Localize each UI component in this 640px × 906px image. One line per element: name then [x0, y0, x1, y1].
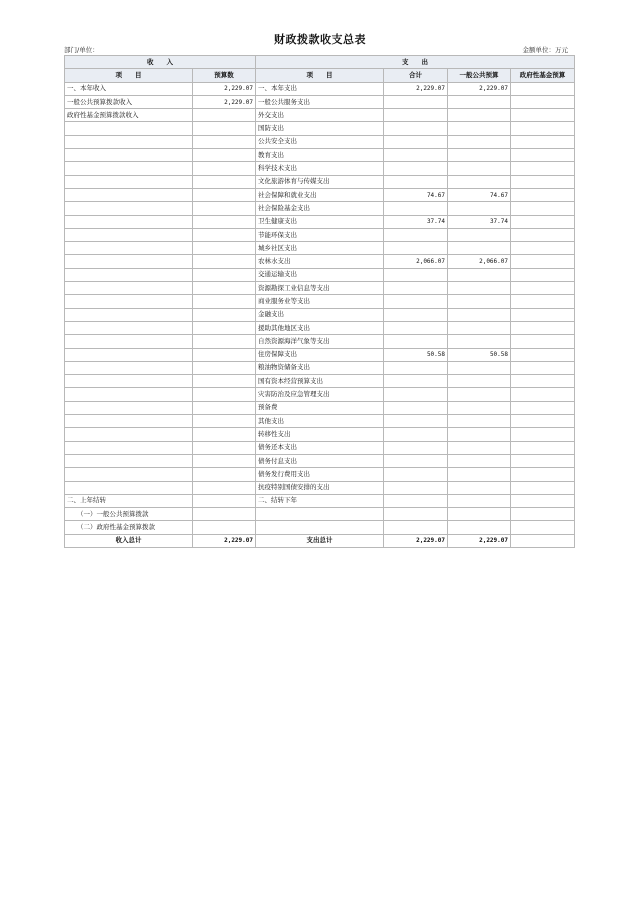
expense-item-cell: 教育支出	[256, 149, 384, 162]
table-row	[65, 468, 575, 481]
fund-budget-cell	[511, 162, 575, 175]
income-total-value: 2,229.07	[193, 534, 256, 547]
general-budget-cell: 50.58	[448, 348, 511, 361]
table-row	[65, 494, 575, 507]
fund-budget-cell	[511, 202, 575, 215]
income-item-cell	[65, 348, 193, 361]
budget-table	[64, 55, 575, 548]
table-row	[65, 308, 575, 321]
fund-budget-cell	[511, 521, 575, 534]
expense-item-cell: 债务付息支出	[256, 454, 384, 467]
income-budget-cell	[193, 428, 256, 441]
table-row	[65, 335, 575, 348]
expense-total-cell	[384, 508, 448, 521]
table-row	[65, 361, 575, 374]
income-item-cell	[65, 388, 193, 401]
expense-item-cell: 债务发行费用支出	[256, 468, 384, 481]
table-row	[65, 454, 575, 467]
general-budget-cell	[448, 481, 511, 494]
income-item-cell: 政府性基金预算拨款收入	[65, 109, 193, 122]
general-budget-cell	[448, 494, 511, 507]
expense-total-cell	[384, 308, 448, 321]
income-item-cell	[65, 135, 193, 148]
table-row	[65, 109, 575, 122]
general-budget-cell	[448, 228, 511, 241]
income-budget-cell	[193, 109, 256, 122]
expense-total-cell	[384, 268, 448, 281]
income-budget-cell	[193, 361, 256, 374]
fund-budget-cell	[511, 95, 575, 108]
expense-total-cell	[384, 335, 448, 348]
expense-total-cell	[384, 468, 448, 481]
fund-budget-cell	[511, 415, 575, 428]
income-item-cell	[65, 175, 193, 188]
income-item-cell	[65, 308, 193, 321]
general-budget-cell: 2,229.07	[448, 82, 511, 95]
totals-row	[65, 534, 575, 547]
general-budget-cell	[448, 282, 511, 295]
income-budget-cell	[193, 441, 256, 454]
table-row	[65, 415, 575, 428]
income-item-cell	[65, 361, 193, 374]
income-budget-cell	[193, 521, 256, 534]
income-item-cell	[65, 295, 193, 308]
general-budget-cell	[448, 95, 511, 108]
table-row	[65, 268, 575, 281]
income-item-cell: 一、本年收入	[65, 82, 193, 95]
income-item-cell	[65, 401, 193, 414]
expense-item-cell: 社会保险基金支出	[256, 202, 384, 215]
table-row	[65, 242, 575, 255]
income-budget-cell	[193, 149, 256, 162]
income-budget-cell: 2,229.07	[193, 95, 256, 108]
fund-budget-header: 政府性基金预算	[511, 69, 575, 82]
general-budget-cell	[448, 441, 511, 454]
income-budget-cell	[193, 454, 256, 467]
expense-total-cell	[384, 228, 448, 241]
table-row	[65, 428, 575, 441]
expense-item-cell: 科学技术支出	[256, 162, 384, 175]
table-row	[65, 122, 575, 135]
general-budget-cell	[448, 308, 511, 321]
income-item-cell: 二、上年结转	[65, 494, 193, 507]
income-item-cell	[65, 202, 193, 215]
fund-budget-cell	[511, 135, 575, 148]
expense-total-cell	[384, 95, 448, 108]
income-budget-cell	[193, 135, 256, 148]
fund-budget-cell	[511, 428, 575, 441]
expense-total-cell: 37.74	[384, 215, 448, 228]
expense-total-cell: 74.67	[384, 188, 448, 201]
income-budget-cell	[193, 175, 256, 188]
income-item-cell	[65, 468, 193, 481]
table-row	[65, 508, 575, 521]
general-budget-cell	[448, 335, 511, 348]
expense-total-label: 支出总计	[256, 534, 384, 547]
expense-group-header: 支 出	[256, 56, 575, 69]
table-row	[65, 255, 575, 268]
table-row	[65, 95, 575, 108]
general-budget-cell	[448, 521, 511, 534]
income-item-header: 项 目	[65, 69, 193, 82]
expense-total-cell	[384, 282, 448, 295]
expense-total-cell	[384, 361, 448, 374]
expense-item-cell: 住房保障支出	[256, 348, 384, 361]
expense-item-cell: 城乡社区支出	[256, 242, 384, 255]
general-budget-cell	[448, 135, 511, 148]
expense-total-cell	[384, 149, 448, 162]
fund-budget-cell	[511, 295, 575, 308]
income-item-cell	[65, 454, 193, 467]
expense-item-cell: 文化旅游体育与传媒支出	[256, 175, 384, 188]
expense-total-cell: 2,229.07	[384, 82, 448, 95]
income-item-cell	[65, 255, 193, 268]
income-group-header: 收 入	[65, 56, 256, 69]
fund-budget-cell	[511, 228, 575, 241]
expense-item-cell: 交通运输支出	[256, 268, 384, 281]
general-budget-cell	[448, 109, 511, 122]
column-header-row	[65, 69, 575, 82]
income-item-cell: （一）一般公共预算拨款	[65, 508, 193, 521]
income-budget-cell	[193, 468, 256, 481]
expense-total-cell: 50.58	[384, 348, 448, 361]
expense-total-cell	[384, 494, 448, 507]
general-budget-cell	[448, 175, 511, 188]
income-item-cell	[65, 282, 193, 295]
expense-total-cell	[384, 481, 448, 494]
fund-budget-cell	[511, 401, 575, 414]
general-budget-cell: 37.74	[448, 215, 511, 228]
page-title: 财政拨款收支总表	[274, 33, 366, 46]
expense-item-cell: 债务还本支出	[256, 441, 384, 454]
general-budget-cell	[448, 361, 511, 374]
general-budget-cell	[448, 508, 511, 521]
expense-total-cell	[384, 521, 448, 534]
group-header-row	[65, 56, 575, 69]
table-row	[65, 188, 575, 201]
general-budget-cell	[448, 321, 511, 334]
expense-item-cell: 金融支出	[256, 308, 384, 321]
income-item-cell	[65, 415, 193, 428]
table-row	[65, 321, 575, 334]
fund-budget-cell	[511, 268, 575, 281]
expense-item-cell: 社会保障和就业支出	[256, 188, 384, 201]
expense-total-cell	[384, 388, 448, 401]
general-budget-cell	[448, 202, 511, 215]
fund-budget-cell	[511, 481, 575, 494]
fund-budget-cell	[511, 149, 575, 162]
general-budget-cell	[448, 375, 511, 388]
fund-budget-cell	[511, 308, 575, 321]
income-budget-cell	[193, 508, 256, 521]
expense-item-cell: 援助其他地区支出	[256, 321, 384, 334]
fund-budget-cell	[511, 375, 575, 388]
expense-total-cell	[384, 162, 448, 175]
fund-total-value	[511, 534, 575, 547]
table-row	[65, 228, 575, 241]
income-budget-cell	[193, 188, 256, 201]
income-item-cell	[65, 242, 193, 255]
income-budget-cell	[193, 122, 256, 135]
table-row	[65, 348, 575, 361]
table-row	[65, 175, 575, 188]
income-budget-cell	[193, 375, 256, 388]
expense-item-cell: 节能环保支出	[256, 228, 384, 241]
expense-item-header: 项 目	[256, 69, 384, 82]
expense-item-cell: 一般公共服务支出	[256, 95, 384, 108]
table-row	[65, 162, 575, 175]
income-item-cell	[65, 428, 193, 441]
income-budget-cell	[193, 388, 256, 401]
income-item-cell	[65, 122, 193, 135]
table-row	[65, 202, 575, 215]
fund-budget-cell	[511, 508, 575, 521]
fund-budget-cell	[511, 348, 575, 361]
income-budget-cell	[193, 228, 256, 241]
fund-budget-cell	[511, 441, 575, 454]
fund-budget-cell	[511, 122, 575, 135]
expense-total-cell	[384, 454, 448, 467]
expense-total-cell	[384, 122, 448, 135]
expense-item-cell: 外交支出	[256, 109, 384, 122]
income-item-cell	[65, 228, 193, 241]
general-budget-cell: 74.67	[448, 188, 511, 201]
income-total-label: 收入总计	[65, 534, 193, 547]
table-row	[65, 441, 575, 454]
expense-item-cell: 国有资本经营预算支出	[256, 375, 384, 388]
department-label: 部门/单位：	[64, 46, 99, 54]
expense-item-cell: 商业服务业等支出	[256, 295, 384, 308]
expense-total-cell	[384, 321, 448, 334]
income-budget-cell	[193, 335, 256, 348]
expense-item-cell: 农林水支出	[256, 255, 384, 268]
expense-item-cell: 预备费	[256, 401, 384, 414]
income-budget-cell: 2,229.07	[193, 82, 256, 95]
income-item-cell	[65, 441, 193, 454]
table-row	[65, 521, 575, 534]
income-budget-cell	[193, 415, 256, 428]
income-budget-cell	[193, 202, 256, 215]
income-item-cell	[65, 321, 193, 334]
fund-budget-cell	[511, 494, 575, 507]
income-budget-cell	[193, 282, 256, 295]
expense-item-cell: 国防支出	[256, 122, 384, 135]
fund-budget-cell	[511, 321, 575, 334]
fund-budget-cell	[511, 282, 575, 295]
general-budget-cell	[448, 122, 511, 135]
expense-total-cell	[384, 441, 448, 454]
income-budget-cell	[193, 268, 256, 281]
expense-total-cell	[384, 401, 448, 414]
general-budget-cell	[448, 428, 511, 441]
general-budget-cell: 2,066.07	[448, 255, 511, 268]
table-row	[65, 375, 575, 388]
general-budget-cell	[448, 454, 511, 467]
income-budget-cell	[193, 494, 256, 507]
expense-item-cell: 二、结转下年	[256, 494, 384, 507]
budget-header: 预算数	[193, 69, 256, 82]
fund-budget-cell	[511, 215, 575, 228]
income-item-cell	[65, 162, 193, 175]
income-budget-cell	[193, 308, 256, 321]
expense-total-cell	[384, 242, 448, 255]
fund-budget-cell	[511, 175, 575, 188]
expense-item-cell: 公共安全支出	[256, 135, 384, 148]
income-item-cell	[65, 481, 193, 494]
income-item-cell	[65, 268, 193, 281]
total-header: 合计	[384, 69, 448, 82]
fund-budget-cell	[511, 335, 575, 348]
income-item-cell	[65, 149, 193, 162]
income-budget-cell	[193, 481, 256, 494]
table-row	[65, 401, 575, 414]
expense-item-cell: 粮油物资储备支出	[256, 361, 384, 374]
income-item-cell	[65, 375, 193, 388]
fund-budget-cell	[511, 388, 575, 401]
income-budget-cell	[193, 348, 256, 361]
expense-total-cell	[384, 175, 448, 188]
general-budget-cell	[448, 268, 511, 281]
general-budget-cell	[448, 401, 511, 414]
expense-item-cell: 抗疫特别国债安排的支出	[256, 481, 384, 494]
expense-total-cell	[384, 375, 448, 388]
income-budget-cell	[193, 242, 256, 255]
income-item-cell	[65, 215, 193, 228]
expense-total-cell: 2,066.07	[384, 255, 448, 268]
fund-budget-cell	[511, 361, 575, 374]
expense-total-cell	[384, 295, 448, 308]
fund-budget-cell	[511, 82, 575, 95]
income-budget-cell	[193, 162, 256, 175]
general-budget-cell	[448, 242, 511, 255]
expense-item-cell: 卫生健康支出	[256, 215, 384, 228]
table-row	[65, 295, 575, 308]
fund-budget-cell	[511, 109, 575, 122]
income-item-cell: 一般公共预算拨款收入	[65, 95, 193, 108]
expense-total-cell	[384, 428, 448, 441]
fund-budget-cell	[511, 255, 575, 268]
expense-item-cell: 其他支出	[256, 415, 384, 428]
table-row	[65, 135, 575, 148]
expense-item-cell: 一、本年支出	[256, 82, 384, 95]
expense-item-cell: 资源勘探工业信息等支出	[256, 282, 384, 295]
unit-label: 金额单位：万元	[522, 46, 568, 54]
income-budget-cell	[193, 295, 256, 308]
general-budget-cell	[448, 295, 511, 308]
fund-budget-cell	[511, 454, 575, 467]
general-budget-cell	[448, 415, 511, 428]
general-budget-header: 一般公共预算	[448, 69, 511, 82]
table-row	[65, 82, 575, 95]
fund-budget-cell	[511, 242, 575, 255]
expense-item-cell: 自然资源海洋气象等支出	[256, 335, 384, 348]
table-row	[65, 481, 575, 494]
income-budget-cell	[193, 215, 256, 228]
general-total-value: 2,229.07	[448, 534, 511, 547]
income-item-cell	[65, 188, 193, 201]
general-budget-cell	[448, 162, 511, 175]
expense-total-cell	[384, 415, 448, 428]
income-item-cell	[65, 335, 193, 348]
expense-total-cell	[384, 109, 448, 122]
income-budget-cell	[193, 321, 256, 334]
expense-item-cell	[256, 508, 384, 521]
table-row	[65, 149, 575, 162]
expense-item-cell	[256, 521, 384, 534]
income-item-cell: （二）政府性基金预算拨款	[65, 521, 193, 534]
income-budget-cell	[193, 255, 256, 268]
income-budget-cell	[193, 401, 256, 414]
table-row	[65, 388, 575, 401]
fund-budget-cell	[511, 468, 575, 481]
expense-item-cell: 灾害防治及应急管理支出	[256, 388, 384, 401]
general-budget-cell	[448, 468, 511, 481]
expense-total-value: 2,229.07	[384, 534, 448, 547]
table-row	[65, 215, 575, 228]
table-row	[65, 282, 575, 295]
expense-item-cell: 转移性支出	[256, 428, 384, 441]
general-budget-cell	[448, 388, 511, 401]
general-budget-cell	[448, 149, 511, 162]
fund-budget-cell	[511, 188, 575, 201]
expense-total-cell	[384, 135, 448, 148]
expense-total-cell	[384, 202, 448, 215]
